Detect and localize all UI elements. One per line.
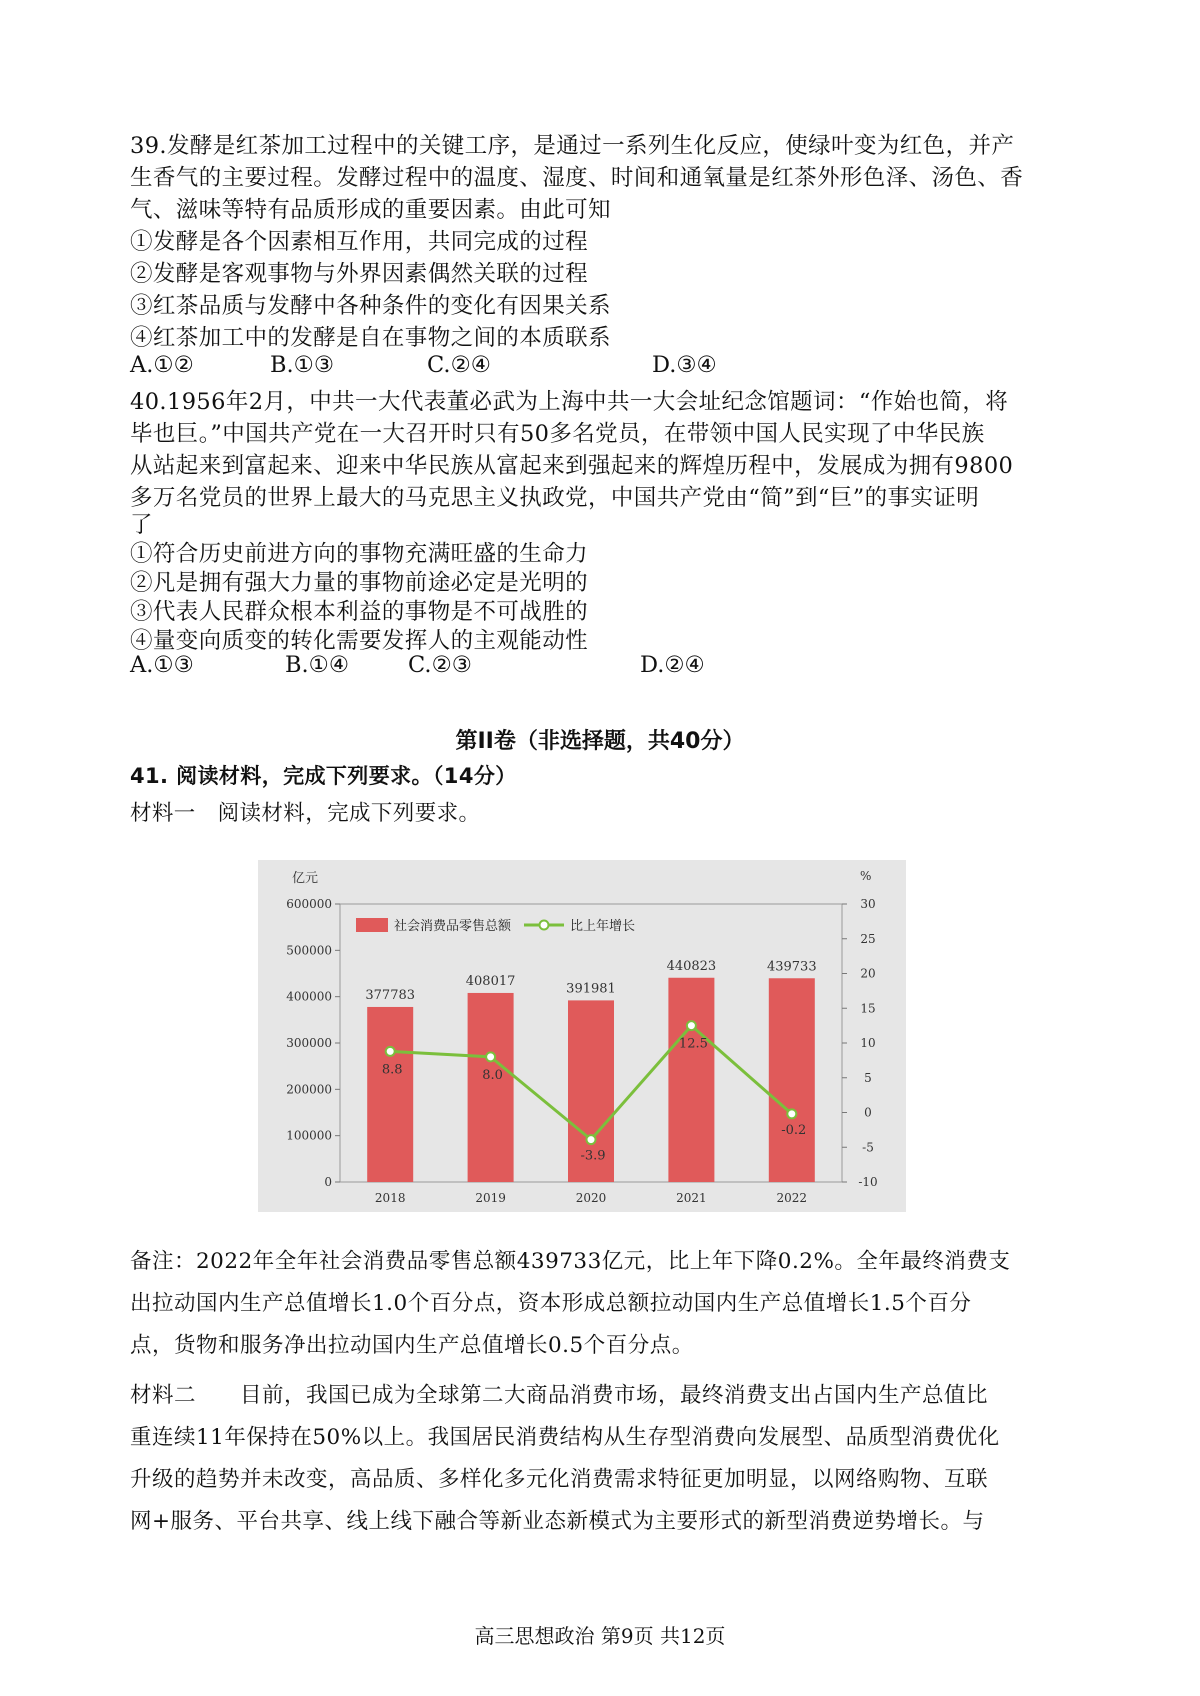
retail-sales-chart xyxy=(258,860,906,1212)
bar xyxy=(468,993,514,1182)
bar xyxy=(367,1007,413,1182)
page-footer: 高三思想政治 第9页 共12页 xyxy=(474,1624,726,1648)
q40-stem-line: 了 xyxy=(130,512,153,538)
q40-item: ③代表人民群众根本利益的事物是不可战胜的 xyxy=(130,599,589,625)
q41-title: 41. 阅读材料，完成下列要求。（14分） xyxy=(130,764,517,788)
x-tick-label: 2019 xyxy=(475,1191,506,1205)
y-right-tick-label: 15 xyxy=(860,1001,876,1016)
y-left-tick-label: 300000 xyxy=(286,1036,332,1050)
y-right-tick-label: 20 xyxy=(860,966,876,981)
q39-item: ③红茶品质与发酵中各种条件的变化有因果关系 xyxy=(130,293,611,319)
q40-stem-line: 40.1956年2月，中共一大代表董必武为上海中共一大会址纪念馆题词：“作始也简，将 xyxy=(130,389,1009,415)
growth-point xyxy=(386,1047,395,1056)
q40-item: ①符合历史前进方向的事物充满旺盛的生命力 xyxy=(130,541,589,567)
y-left-tick-label: 600000 xyxy=(286,897,332,911)
option-c: C.②④ xyxy=(427,352,491,378)
growth-point xyxy=(486,1052,495,1061)
note-line: 点，货物和服务净出拉动国内生产总值增长0.5个百分点。 xyxy=(130,1333,694,1358)
x-tick-label: 2018 xyxy=(374,1191,406,1205)
q39-stem-line: 39.发酵是红茶加工过程中的关键工序，是通过一系列生化反应，使绿叶变为红色，并产 xyxy=(130,133,1015,159)
material-two-line: 重连续11年保持在50%以上。我国居民消费结构从生存型消费向发展型、品质型消费优化 xyxy=(130,1425,1000,1450)
y-right-tick-label: -5 xyxy=(862,1140,874,1155)
option-d: D.③④ xyxy=(652,352,717,378)
growth-value-label: -0.2 xyxy=(781,1122,807,1138)
y-left-tick-label: 100000 xyxy=(286,1128,332,1143)
legend-bar-label: 社会消费品零售总额 xyxy=(394,919,512,934)
bar-value-label: 391981 xyxy=(566,981,616,997)
material-two-line: 升级的趋势并未改变，高品质、多样化多元化消费需求特征更加明显，以网络购物、互联 xyxy=(130,1467,989,1492)
y-left-axis-label: 亿元 xyxy=(292,871,319,886)
note-line: 出拉动国内生产总值增长1.0个百分点，资本形成总额拉动国内生产总值增长1.5个百分 xyxy=(130,1291,972,1316)
q39-item: ①发酵是各个因素相互作用，共同完成的过程 xyxy=(130,229,589,255)
material-two-line: 材料二 目前，我国已成为全球第二大商品消费市场，最终消费支出占国内生产总值比 xyxy=(130,1383,989,1408)
q39-stem-line: 生香气的主要过程。发酵过程中的温度、湿度、时间和通氧量是红茶外形色泽、汤色、香 xyxy=(130,165,1024,191)
bar xyxy=(769,978,815,1182)
option-d: D.②④ xyxy=(640,652,705,678)
growth-point xyxy=(687,1021,696,1030)
bar-value-label: 408017 xyxy=(465,973,516,989)
bar-value-label: 377783 xyxy=(365,987,416,1003)
option-a: A.①② xyxy=(130,352,194,378)
q40-stem-line: 多万名党员的世界上最大的马克思主义执政党，中国共产党由“简”到“巨”的事实证明 xyxy=(130,485,980,511)
section-title: 第II卷（非选择题，共40分） xyxy=(455,729,745,754)
q40-stem-line: 从站起来到富起来、迎来中华民族从富起来到强起来的辉煌历程中，发展成为拥有9800 xyxy=(130,453,1014,479)
q40-item: ②凡是拥有强大力量的事物前途必定是光明的 xyxy=(130,570,589,596)
x-tick-label: 2022 xyxy=(776,1191,808,1205)
q39-stem-line: 气、滋味等特有品质形成的重要因素。由此可知 xyxy=(130,197,611,223)
note-line: 备注：2022年全年社会消费品零售总额439733亿元，比上年下降0.2%。全年最终消费支 xyxy=(130,1249,1011,1274)
option-b: B.①③ xyxy=(270,352,335,378)
option-c: C.②③ xyxy=(408,652,472,678)
x-tick-label: 2021 xyxy=(676,1191,707,1205)
q40-item: ④量变向质变的转化需要发挥人的主观能动性 xyxy=(130,628,589,654)
legend-line-marker xyxy=(540,921,549,930)
option-b: B.①④ xyxy=(285,652,350,678)
bar-value-label: 440823 xyxy=(666,958,717,974)
y-right-tick-label: 5 xyxy=(864,1070,872,1085)
bar-value-label: 439733 xyxy=(766,959,817,975)
growth-value-label: 8.0 xyxy=(482,1067,503,1083)
y-right-axis-label: % xyxy=(860,869,872,883)
legend-bar-swatch xyxy=(356,918,388,932)
legend-line-label: 比上年增长 xyxy=(570,919,636,934)
y-left-tick-label: 200000 xyxy=(286,1082,332,1097)
material-one-label: 材料一 阅读材料，完成下列要求。 xyxy=(130,801,481,826)
bar xyxy=(668,978,714,1182)
growth-point xyxy=(787,1109,796,1118)
y-left-tick-label: 0 xyxy=(324,1175,332,1189)
y-left-tick-label: 500000 xyxy=(286,943,332,958)
x-tick-label: 2020 xyxy=(575,1191,607,1205)
growth-value-label: 12.5 xyxy=(678,1036,708,1052)
y-right-tick-label: -10 xyxy=(858,1175,878,1189)
option-a: A.①③ xyxy=(130,652,194,678)
q40-stem-line: 毕也巨。”中国共产党在一大召开时只有50多名党员，在带领中国人民实现了中华民族 xyxy=(130,421,985,447)
y-right-tick-label: 10 xyxy=(860,1036,876,1050)
y-right-tick-label: 25 xyxy=(860,931,876,946)
q39-item: ④红茶加工中的发酵是自在事物之间的本质联系 xyxy=(130,325,611,351)
y-left-tick-label: 400000 xyxy=(286,989,332,1004)
growth-point xyxy=(587,1135,596,1144)
y-right-tick-label: 0 xyxy=(864,1105,872,1120)
q39-item: ②发酵是客观事物与外界因素偶然关联的过程 xyxy=(130,261,589,287)
material-two-line: 网+服务、平台共享、线上线下融合等新业态新模式为主要形式的新型消费逆势增长。与 xyxy=(130,1509,985,1534)
growth-value-label: -3.9 xyxy=(580,1148,606,1164)
growth-value-label: 8.8 xyxy=(381,1062,403,1078)
y-right-tick-label: 30 xyxy=(860,897,876,911)
